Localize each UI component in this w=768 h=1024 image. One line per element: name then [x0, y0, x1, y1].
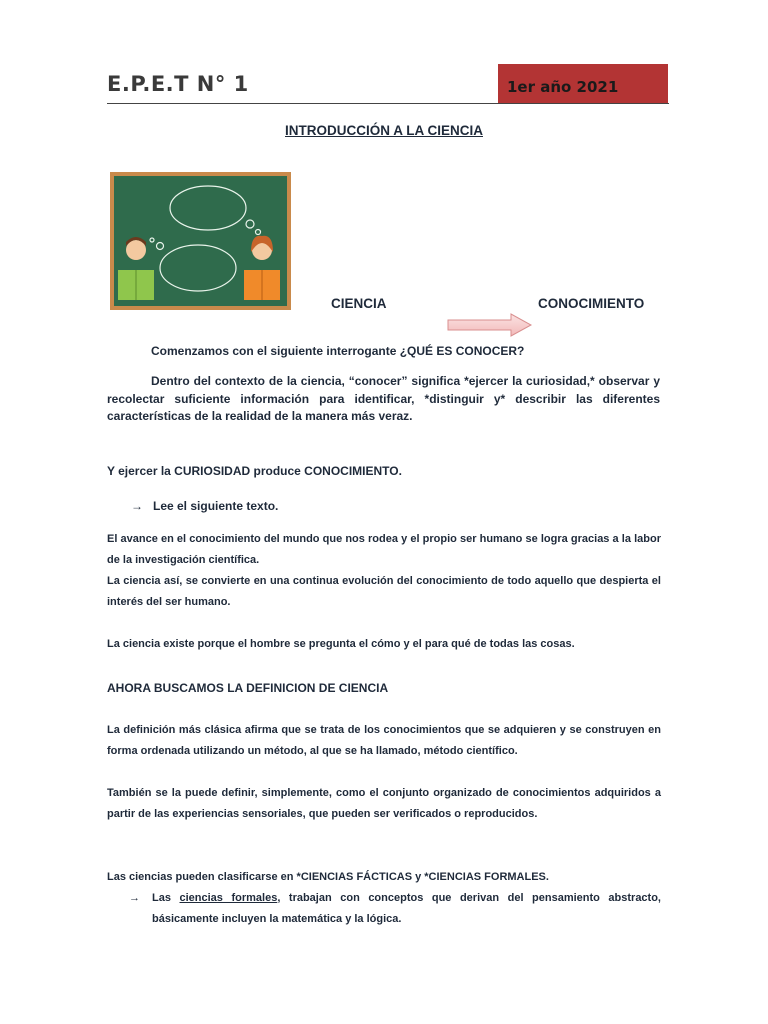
formales-term: ciencias formales [179, 892, 278, 904]
paragraph-4: La definición más clásica afirma que se trata de los conocimientos que se adquieren y se construyen en forma ordenada utilizando un método, al que se ha llamado, método científico. [107, 724, 661, 757]
school-name: E.P.E.T N° 1 [107, 72, 249, 96]
bullet-arrow-icon: → [131, 499, 143, 513]
paragraph-5: También se la puede definir, simplemente, como el conjunto organizado de conocimientos adquiridos a partir de las experiencias sensoriales, que pueden ser verificados o reproducidos. [107, 787, 661, 820]
ciencias-formales-item [129, 888, 669, 930]
intro-question: Comenzamos con el siguiente interrogante ¿QUÉ ES CONOCER? [151, 344, 525, 358]
word-ciencia: CIENCIA [331, 296, 387, 311]
paragraph-3: La ciencia existe porque el hombre se pregunta el cómo y el para qué de todas las cosas. [107, 638, 575, 650]
header-divider [107, 103, 669, 104]
formales-prefix: Las [152, 892, 180, 904]
curiosidad-line: Y ejercer la CURIOSIDAD produce CONOCIMIENTO. [107, 464, 402, 478]
read-text-item [131, 498, 531, 516]
page-title: INTRODUCCIÓN A LA CIENCIA [285, 123, 483, 138]
paragraph-1: El avance en el conocimiento del mundo que nos rodea y el propio ser humano se logra gracias a la labor de la investigación científica. [107, 533, 661, 566]
year-label: 1er año 2021 [507, 78, 619, 96]
definition-conocer: Dentro del contexto de la ciencia, “conocer” significa *ejercer la curiosidad,* observar y recolectar suficiente información para identificar, *distinguir y* describir las diferentes características de la realidad de la manera más veraz. [107, 374, 660, 423]
bullet-arrow-icon: → [129, 892, 140, 904]
heading-definicion: AHORA BUSCAMOS LA DEFINICION DE CIENCIA [107, 681, 389, 695]
word-conocimiento: CONOCIMIENTO [538, 296, 645, 311]
paragraph-2: La ciencia así, se convierte en una continua evolución del conocimiento de todo aquello que despierta el interés del ser humano. [107, 575, 661, 608]
read-text-label: Lee el siguiente texto. [153, 499, 279, 513]
formales-rest: , trabajan con conceptos que derivan del pensamiento abstracto, básicamente incluyen la matemática y la lógica. [152, 892, 661, 925]
right-arrow-icon [447, 313, 533, 337]
ciencias-formales-text [152, 888, 661, 930]
chalkboard-illustration [110, 172, 291, 310]
clasificacion-line: Las ciencias pueden clasificarse en *CIENCIAS FÁCTICAS y *CIENCIAS FORMALES. [107, 871, 549, 883]
